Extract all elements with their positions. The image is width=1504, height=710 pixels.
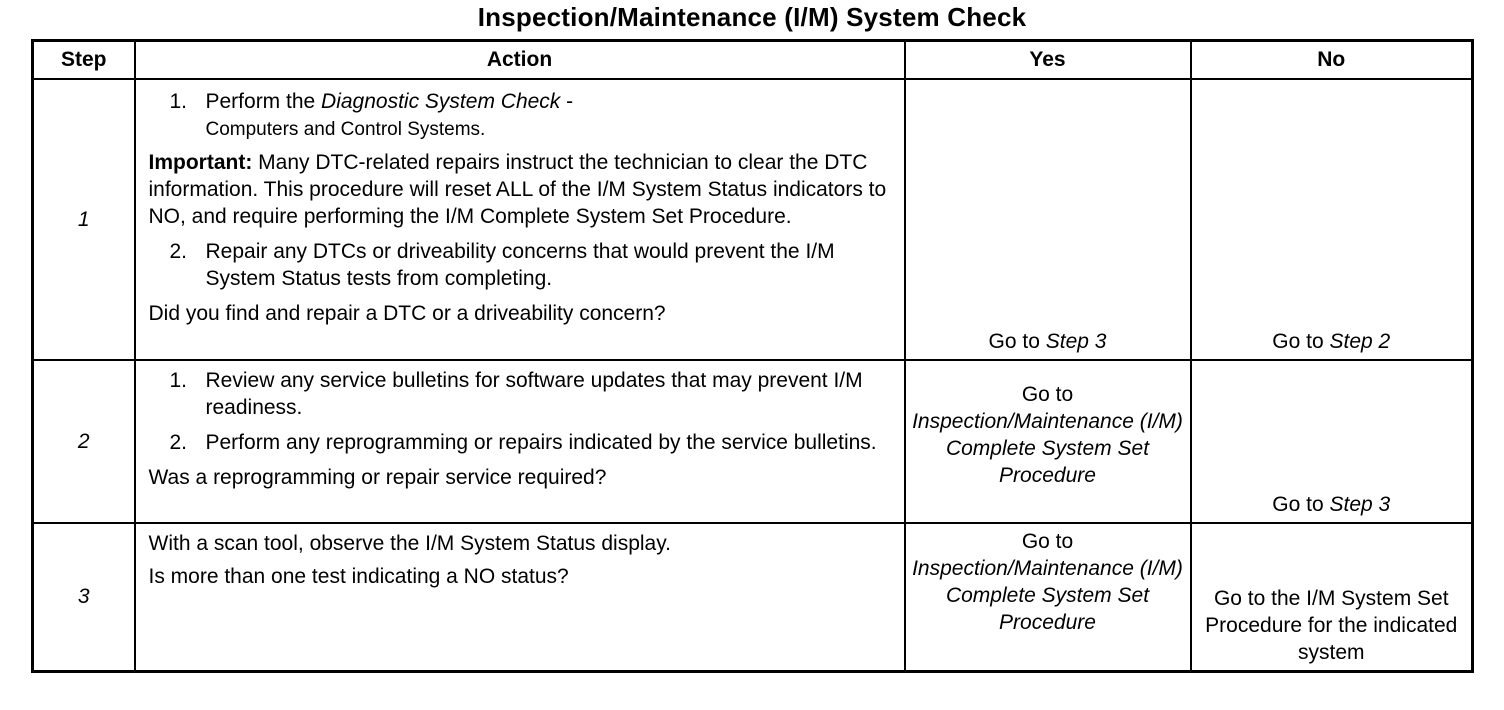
- no-answer: [1192, 491, 1472, 518]
- yes-answer: [906, 328, 1190, 355]
- system-check-table: [31, 39, 1474, 673]
- page-title: Inspection/Maintenance (I/M) System Check: [477, 2, 1027, 32]
- item-number: 2.: [169, 431, 188, 454]
- item-text: Repair any DTCs or driveability concerns that would prevent the I/M System Status tests from completing.: [205, 240, 835, 290]
- question: Did you find and repair a DTC or a driveability concern?: [148, 302, 666, 325]
- item-text-suffix: -: [560, 90, 574, 113]
- list-item: [149, 88, 894, 143]
- yes-target: Inspection/Maintenance (I/M) Complete System Set Procedure: [912, 557, 1183, 634]
- no-prefix: Go to: [1272, 493, 1330, 516]
- no-target: Step 2: [1329, 330, 1391, 353]
- no-cell: [1191, 360, 1473, 523]
- list-item: [149, 367, 894, 421]
- action-cell: [135, 523, 905, 671]
- yes-cell: [905, 523, 1191, 671]
- item-subtext: Computers and Control Systems.: [205, 119, 486, 140]
- yes-answer: [906, 381, 1190, 489]
- important-label: Important:: [148, 151, 253, 174]
- yes-cell: [905, 360, 1191, 523]
- list-item: [149, 238, 894, 292]
- important-text: Many DTC-related repairs instruct the technician to clear the DTC information. This procedure will reset ALL of the I/M System Status indicators to NO, and require performing the I/M Complete System Set Procedure.: [148, 151, 887, 228]
- table-row: [33, 79, 1473, 360]
- step-number: 2: [33, 360, 135, 523]
- header-yes: Yes: [905, 41, 1191, 80]
- item-text: Perform any reprogramming or repairs indicated by the service bulletins.: [205, 431, 877, 454]
- yes-answer: [906, 528, 1190, 636]
- header-action: Action: [135, 41, 905, 80]
- item-number: 1.: [169, 369, 188, 392]
- yes-target: Inspection/Maintenance (I/M) Complete System Set Procedure: [912, 410, 1183, 487]
- step-number: 3: [33, 523, 135, 671]
- no-answer: Go to the I/M System Set Procedure for the indicated system: [1205, 586, 1458, 664]
- question: Is more than one test indicating a NO status?: [148, 565, 569, 588]
- question: Was a reprogramming or repair service required?: [148, 466, 607, 489]
- yes-prefix: Go to: [1021, 383, 1074, 406]
- instruction: With a scan tool, observe the I/M System Status display.: [148, 532, 671, 555]
- table-row: [33, 523, 1473, 671]
- no-cell: [1191, 523, 1473, 671]
- item-number: 2.: [169, 240, 188, 263]
- no-answer: [1192, 328, 1472, 355]
- list-item: [149, 429, 894, 456]
- header-step: Step: [33, 41, 135, 80]
- important-note: [149, 149, 894, 230]
- yes-prefix: Go to: [1021, 530, 1074, 553]
- action-cell: [135, 79, 905, 360]
- yes-prefix: Go to: [988, 330, 1046, 353]
- item-emphasis: Diagnostic System Check: [321, 90, 561, 113]
- header-no: No: [1191, 41, 1473, 80]
- yes-target: Step 3: [1045, 330, 1107, 353]
- table-row: [33, 360, 1473, 523]
- item-text: Perform the: [205, 90, 322, 113]
- header-row: [33, 41, 1473, 80]
- no-cell: [1191, 79, 1473, 360]
- yes-cell: [905, 79, 1191, 360]
- item-number: 1.: [169, 90, 188, 113]
- no-prefix: Go to: [1272, 330, 1330, 353]
- item-text: Review any service bulletins for software updates that may prevent I/M readiness.: [205, 369, 863, 419]
- no-target: Step 3: [1329, 493, 1391, 516]
- action-cell: [135, 360, 905, 523]
- step-number: 1: [33, 79, 135, 360]
